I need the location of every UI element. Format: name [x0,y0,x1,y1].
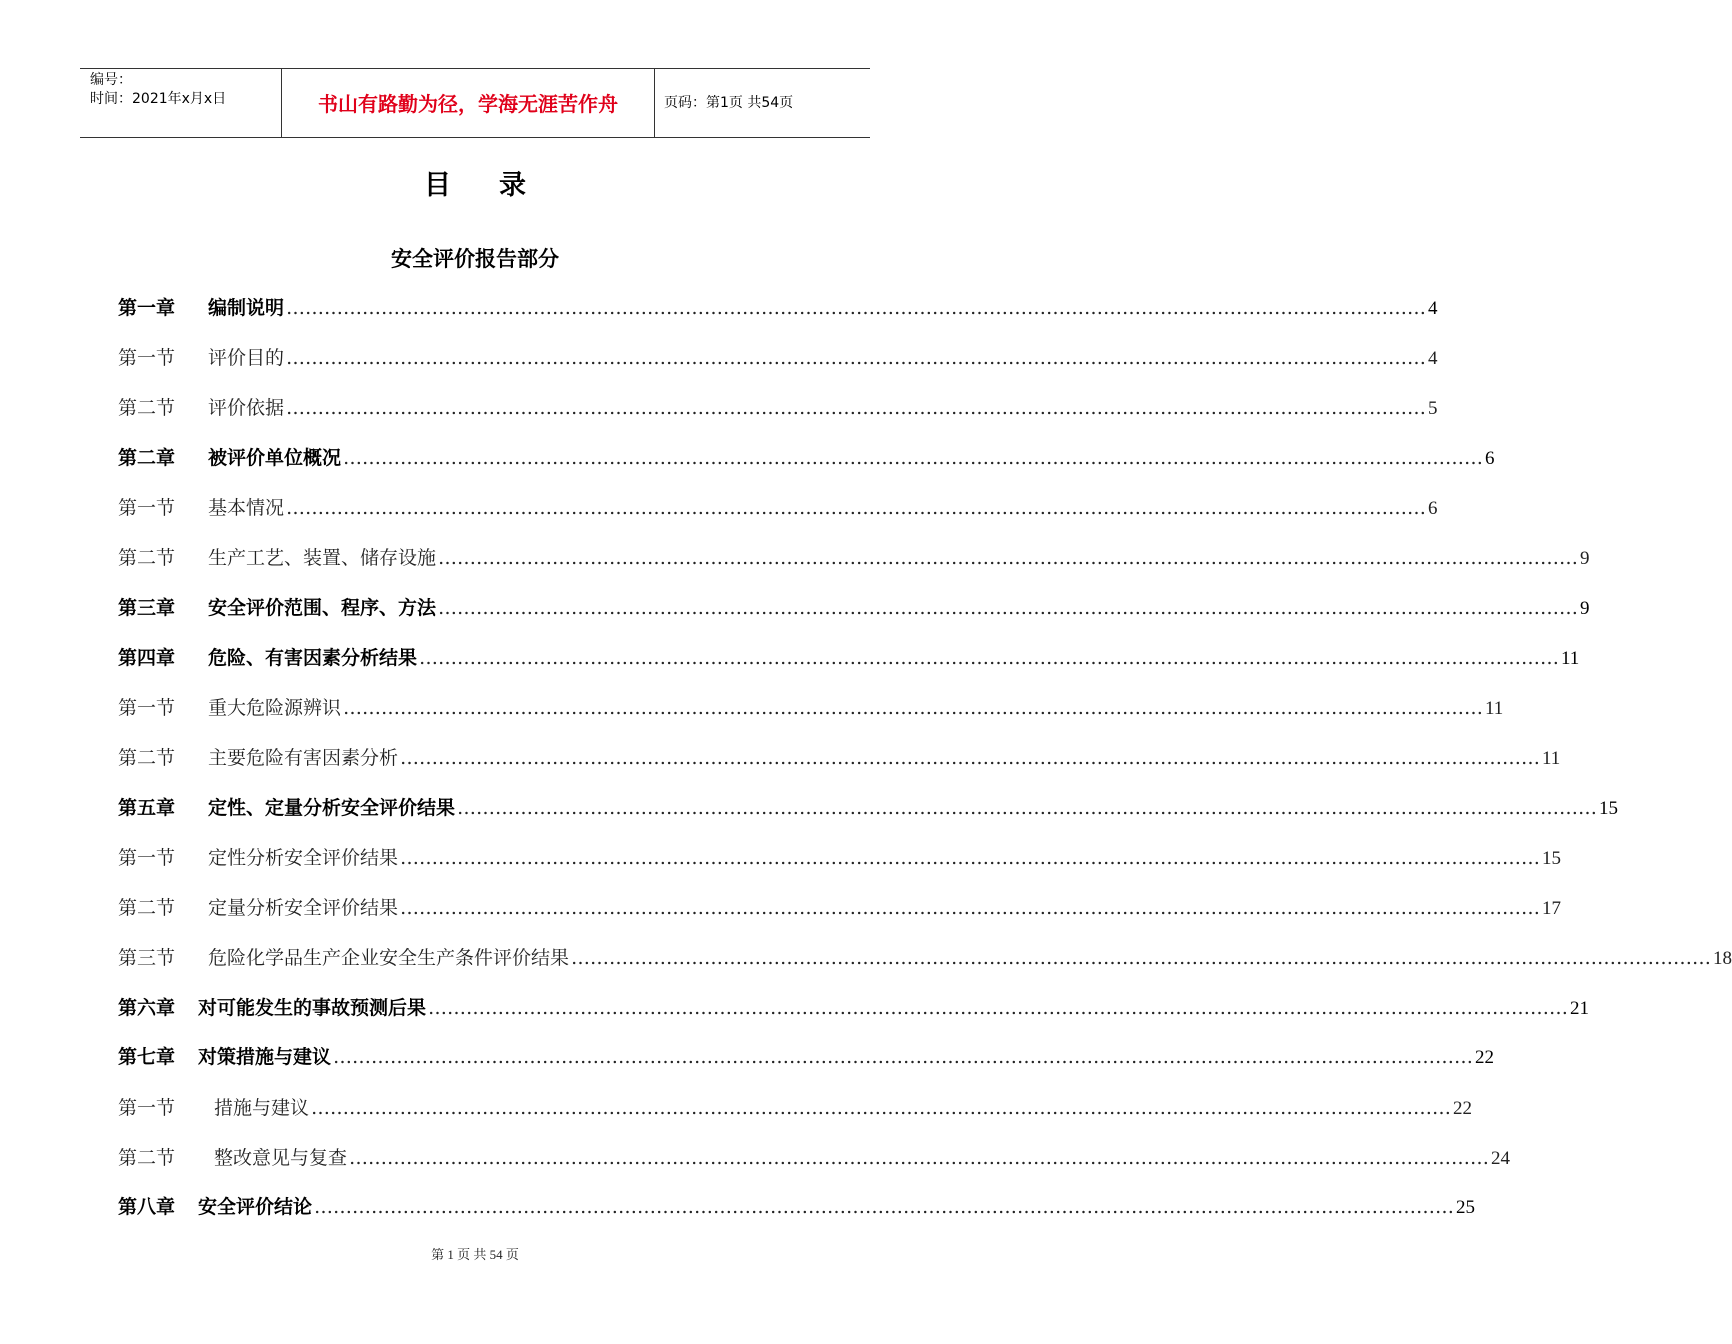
toc-leader-dots: ……………………………………………………………………………………………………………………………………………………………… [349,1147,1490,1169]
toc-page-number: 11 [1542,748,1561,769]
toc-leader-dots: ……………………………………………………………………………………………………………………………………………………………… [343,447,1484,469]
toc-title: 定性分析安全评价结果 [208,847,399,869]
toc-chapter-row[interactable] [118,1042,1495,1072]
toc-number: 第三章 [118,597,176,619]
motto-text: 书山有路勤为径，学海无涯苦作舟 [318,92,618,116]
toc-number: 第一节 [118,847,176,869]
toc-number: 第二节 [118,397,176,419]
toc-section-row[interactable] [118,943,1732,973]
toc-page-number: 18 [1713,948,1732,969]
toc-section-row[interactable] [118,1093,1473,1123]
toc-number: 第三节 [118,947,176,969]
toc-page-number: 11 [1561,648,1580,669]
toc-leader-dots: ……………………………………………………………………………………………………………………………………………………………… [457,797,1598,819]
toc-title: 整改意见与复查 [214,1147,348,1169]
toc-title: 评价依据 [208,397,285,419]
toc-title: 定性、定量分析安全评价结果 [208,797,456,819]
time-label: 时间：2021年x月x日 [90,91,227,107]
toc-title: 被评价单位概况 [208,447,342,469]
toc-number: 第七章 [118,1046,176,1068]
toc-page-number: 9 [1580,548,1590,569]
header-motto-cell [281,69,655,137]
toc-section-row[interactable] [118,743,1561,773]
toc-leader-dots: ……………………………………………………………………………………………………………………………………………………………… [419,647,1560,669]
toc-title: 措施与建议 [214,1097,310,1119]
toc-page-number: 22 [1453,1098,1473,1119]
toc-leader-dots: ……………………………………………………………………………………………………………………………………………………………… [311,1097,1452,1119]
header-page-cell [654,69,870,137]
toc-leader-dots: ……………………………………………………………………………………………………………………………………………………………… [400,897,1541,919]
toc-title: 危险、有害因素分析结果 [208,647,418,669]
toc-title: 主要危险有害因素分析 [208,747,399,769]
toc-chapter-row[interactable] [118,593,1590,623]
toc-chapter-row[interactable] [118,993,1590,1023]
toc-section-row[interactable] [118,1143,1511,1173]
toc-title: 对策措施与建议 [198,1046,332,1068]
toc-title: 目录 [424,170,574,201]
toc-page-number: 4 [1428,298,1438,319]
toc-leader-dots: ……………………………………………………………………………………………………………………………………………………………… [333,1046,1474,1068]
toc-leader-dots: ……………………………………………………………………………………………………………………………………………………………… [438,597,1579,619]
toc-page-number: 9 [1580,598,1590,619]
toc-section-row[interactable] [118,543,1590,573]
toc-leader-dots: ……………………………………………………………………………………………………………………………………………………………… [286,297,1427,319]
toc-title: 定量分析安全评价结果 [208,897,399,919]
toc-leader-dots: ……………………………………………………………………………………………………………………………………………………………… [314,1196,1455,1218]
toc-leader-dots: ……………………………………………………………………………………………………………………………………………………………… [571,947,1712,969]
toc-subtitle: 安全评价报告部分 [391,247,559,271]
toc-number: 第二节 [118,897,176,919]
toc-number: 第四章 [118,647,176,669]
toc-number: 第一章 [118,297,176,319]
toc-title: 危险化学品生产企业安全生产条件评价结果 [208,947,570,969]
toc-chapter-row[interactable] [118,1192,1476,1222]
toc-section-row[interactable] [118,343,1438,373]
toc-page-number: 15 [1542,848,1562,869]
toc-number: 第二节 [118,1147,176,1169]
serial-label: 编号： [90,72,132,88]
header-meta-cell [80,69,280,137]
toc-leader-dots: ……………………………………………………………………………………………………………………………………………………………… [343,697,1484,719]
toc-leader-dots: ……………………………………………………………………………………………………………………………………………………………… [286,397,1427,419]
toc-leader-dots: ……………………………………………………………………………………………………………………………………………………………… [438,547,1579,569]
toc-leader-dots: ……………………………………………………………………………………………………………………………………………………………… [428,997,1569,1019]
toc-title: 评价目的 [208,347,285,369]
toc-number: 第二章 [118,447,176,469]
toc-title: 安全评价结论 [198,1196,313,1218]
toc-page-number: 4 [1428,348,1438,369]
toc-chapter-row[interactable] [118,443,1495,473]
toc-page-number: 6 [1428,498,1438,519]
toc-number: 第一节 [118,497,176,519]
page-header [80,68,870,138]
toc-page-number: 25 [1456,1197,1476,1218]
toc-leader-dots: ……………………………………………………………………………………………………………………………………………………………… [400,847,1541,869]
toc-page-number: 11 [1485,698,1504,719]
toc-leader-dots: ……………………………………………………………………………………………………………………………………………………………… [400,747,1541,769]
toc-page-number: 24 [1491,1148,1511,1169]
toc-number: 第二节 [118,547,176,569]
toc-number: 第一节 [118,697,176,719]
toc-chapter-row[interactable] [118,643,1580,673]
toc-title: 对可能发生的事故预测后果 [198,997,427,1019]
toc-number: 第二节 [118,747,176,769]
toc-leader-dots: ……………………………………………………………………………………………………………………………………………………………… [286,497,1427,519]
toc-number: 第一节 [118,347,176,369]
toc-section-row[interactable] [118,693,1504,723]
toc-title: 重大危险源辨识 [208,697,342,719]
toc-page-number: 21 [1570,998,1590,1019]
toc-leader-dots: ……………………………………………………………………………………………………………………………………………………………… [286,347,1427,369]
toc-page-number: 22 [1475,1047,1495,1068]
toc-page-number: 6 [1485,448,1495,469]
toc-title: 基本情况 [208,497,285,519]
toc-chapter-row[interactable] [118,793,1619,823]
toc-page-number: 15 [1599,798,1619,819]
toc-page-number: 17 [1542,898,1562,919]
toc-title: 生产工艺、装置、储存设施 [208,547,437,569]
toc-title: 安全评价范围、程序、方法 [208,597,437,619]
toc-number: 第八章 [118,1196,176,1218]
toc-page-number: 5 [1428,398,1438,419]
toc-number: 第一节 [118,1097,176,1119]
page-footer: 第 1 页 共 54 页 [431,1247,519,1262]
toc-section-row[interactable] [118,493,1438,523]
page-info: 页码：第1页 共54页 [664,95,794,111]
toc-section-row[interactable] [118,893,1562,923]
toc-number: 第六章 [118,997,176,1019]
toc-number: 第五章 [118,797,176,819]
toc-section-row[interactable] [118,843,1562,873]
toc-section-row[interactable] [118,393,1438,423]
toc-title: 编制说明 [208,297,285,319]
toc-chapter-row[interactable] [118,293,1438,323]
